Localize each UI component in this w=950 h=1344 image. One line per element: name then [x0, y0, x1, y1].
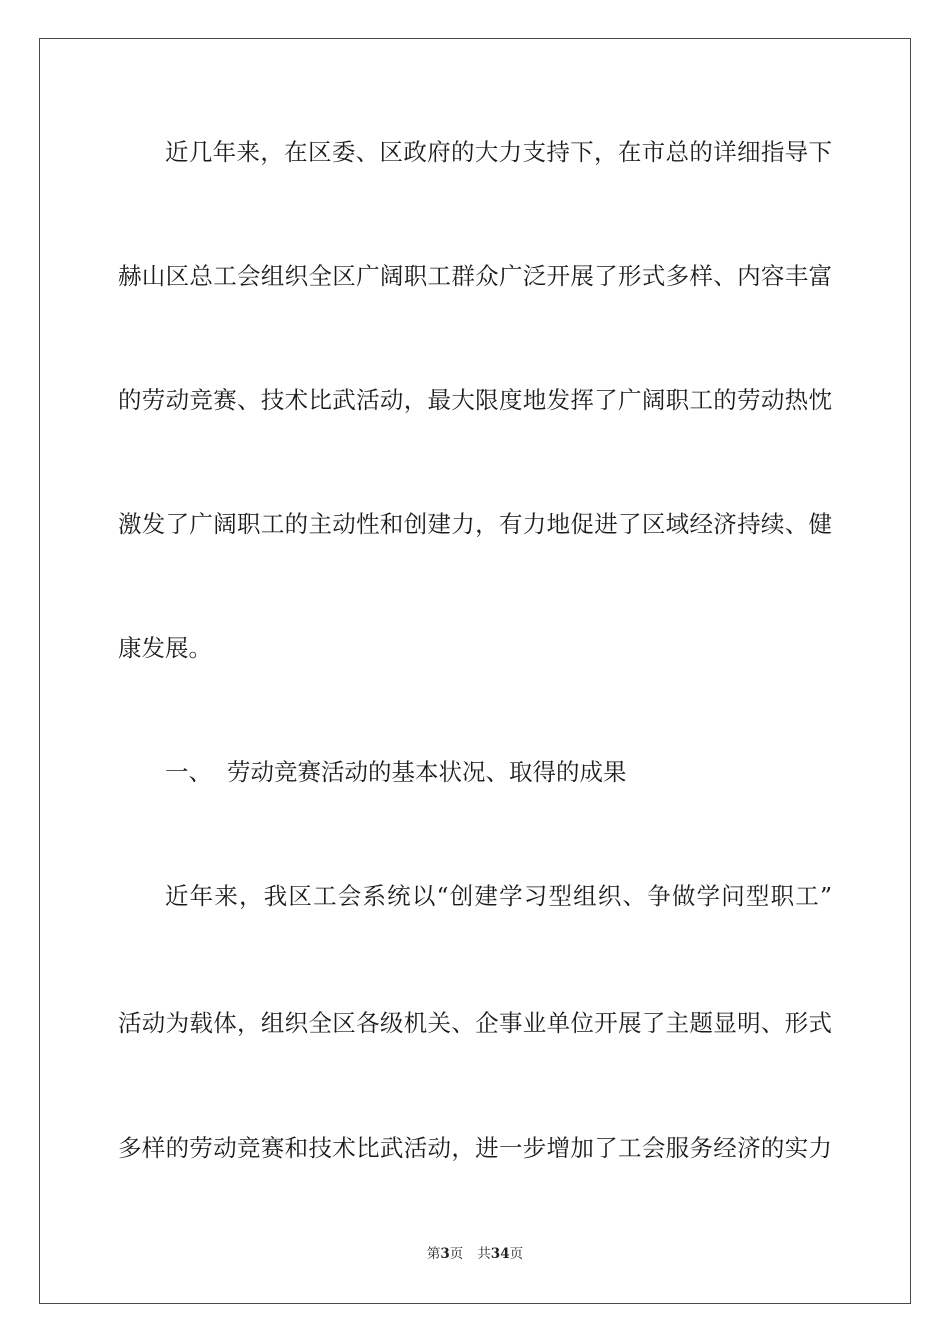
paragraph-line: 激发了广阔职工的主动性和创建力，有力地促进了区域经济持续、健: [118, 510, 832, 538]
paragraph-line: 近几年来，在区委、区政府的大力支持下，在市总的详细指导下: [165, 138, 832, 166]
paragraph-line: 的劳动竞赛、技术比武活动，最大限度地发挥了广阔职工的劳动热忱: [118, 386, 832, 414]
section-number: 一、: [165, 758, 212, 786]
paragraph-line: 赫山区总工会组织全区广阔职工群众广泛开展了形式多样、内容丰富: [118, 262, 832, 290]
page-total-label: 共34页: [477, 1246, 524, 1262]
section-heading: [165, 757, 627, 787]
paragraph-line: 活动为载体，组织全区各级机关、企事业单位开展了主题显明、形式: [118, 1009, 832, 1037]
paragraph-line: 康发展。: [118, 634, 212, 662]
section-title: 劳动竞赛活动的基本状况、取得的成果: [227, 758, 627, 786]
paragraph-line: 近年来，我区工会系统以“创建学习型组织、争做学问型职工”: [165, 882, 832, 910]
page-border: [39, 38, 911, 1304]
page-footer: [0, 1245, 950, 1263]
paragraph-line: 多样的劳动竞赛和技术比武活动，进一步增加了工会服务经济的实力: [118, 1134, 832, 1162]
page-number-label: 第3页: [426, 1246, 464, 1262]
